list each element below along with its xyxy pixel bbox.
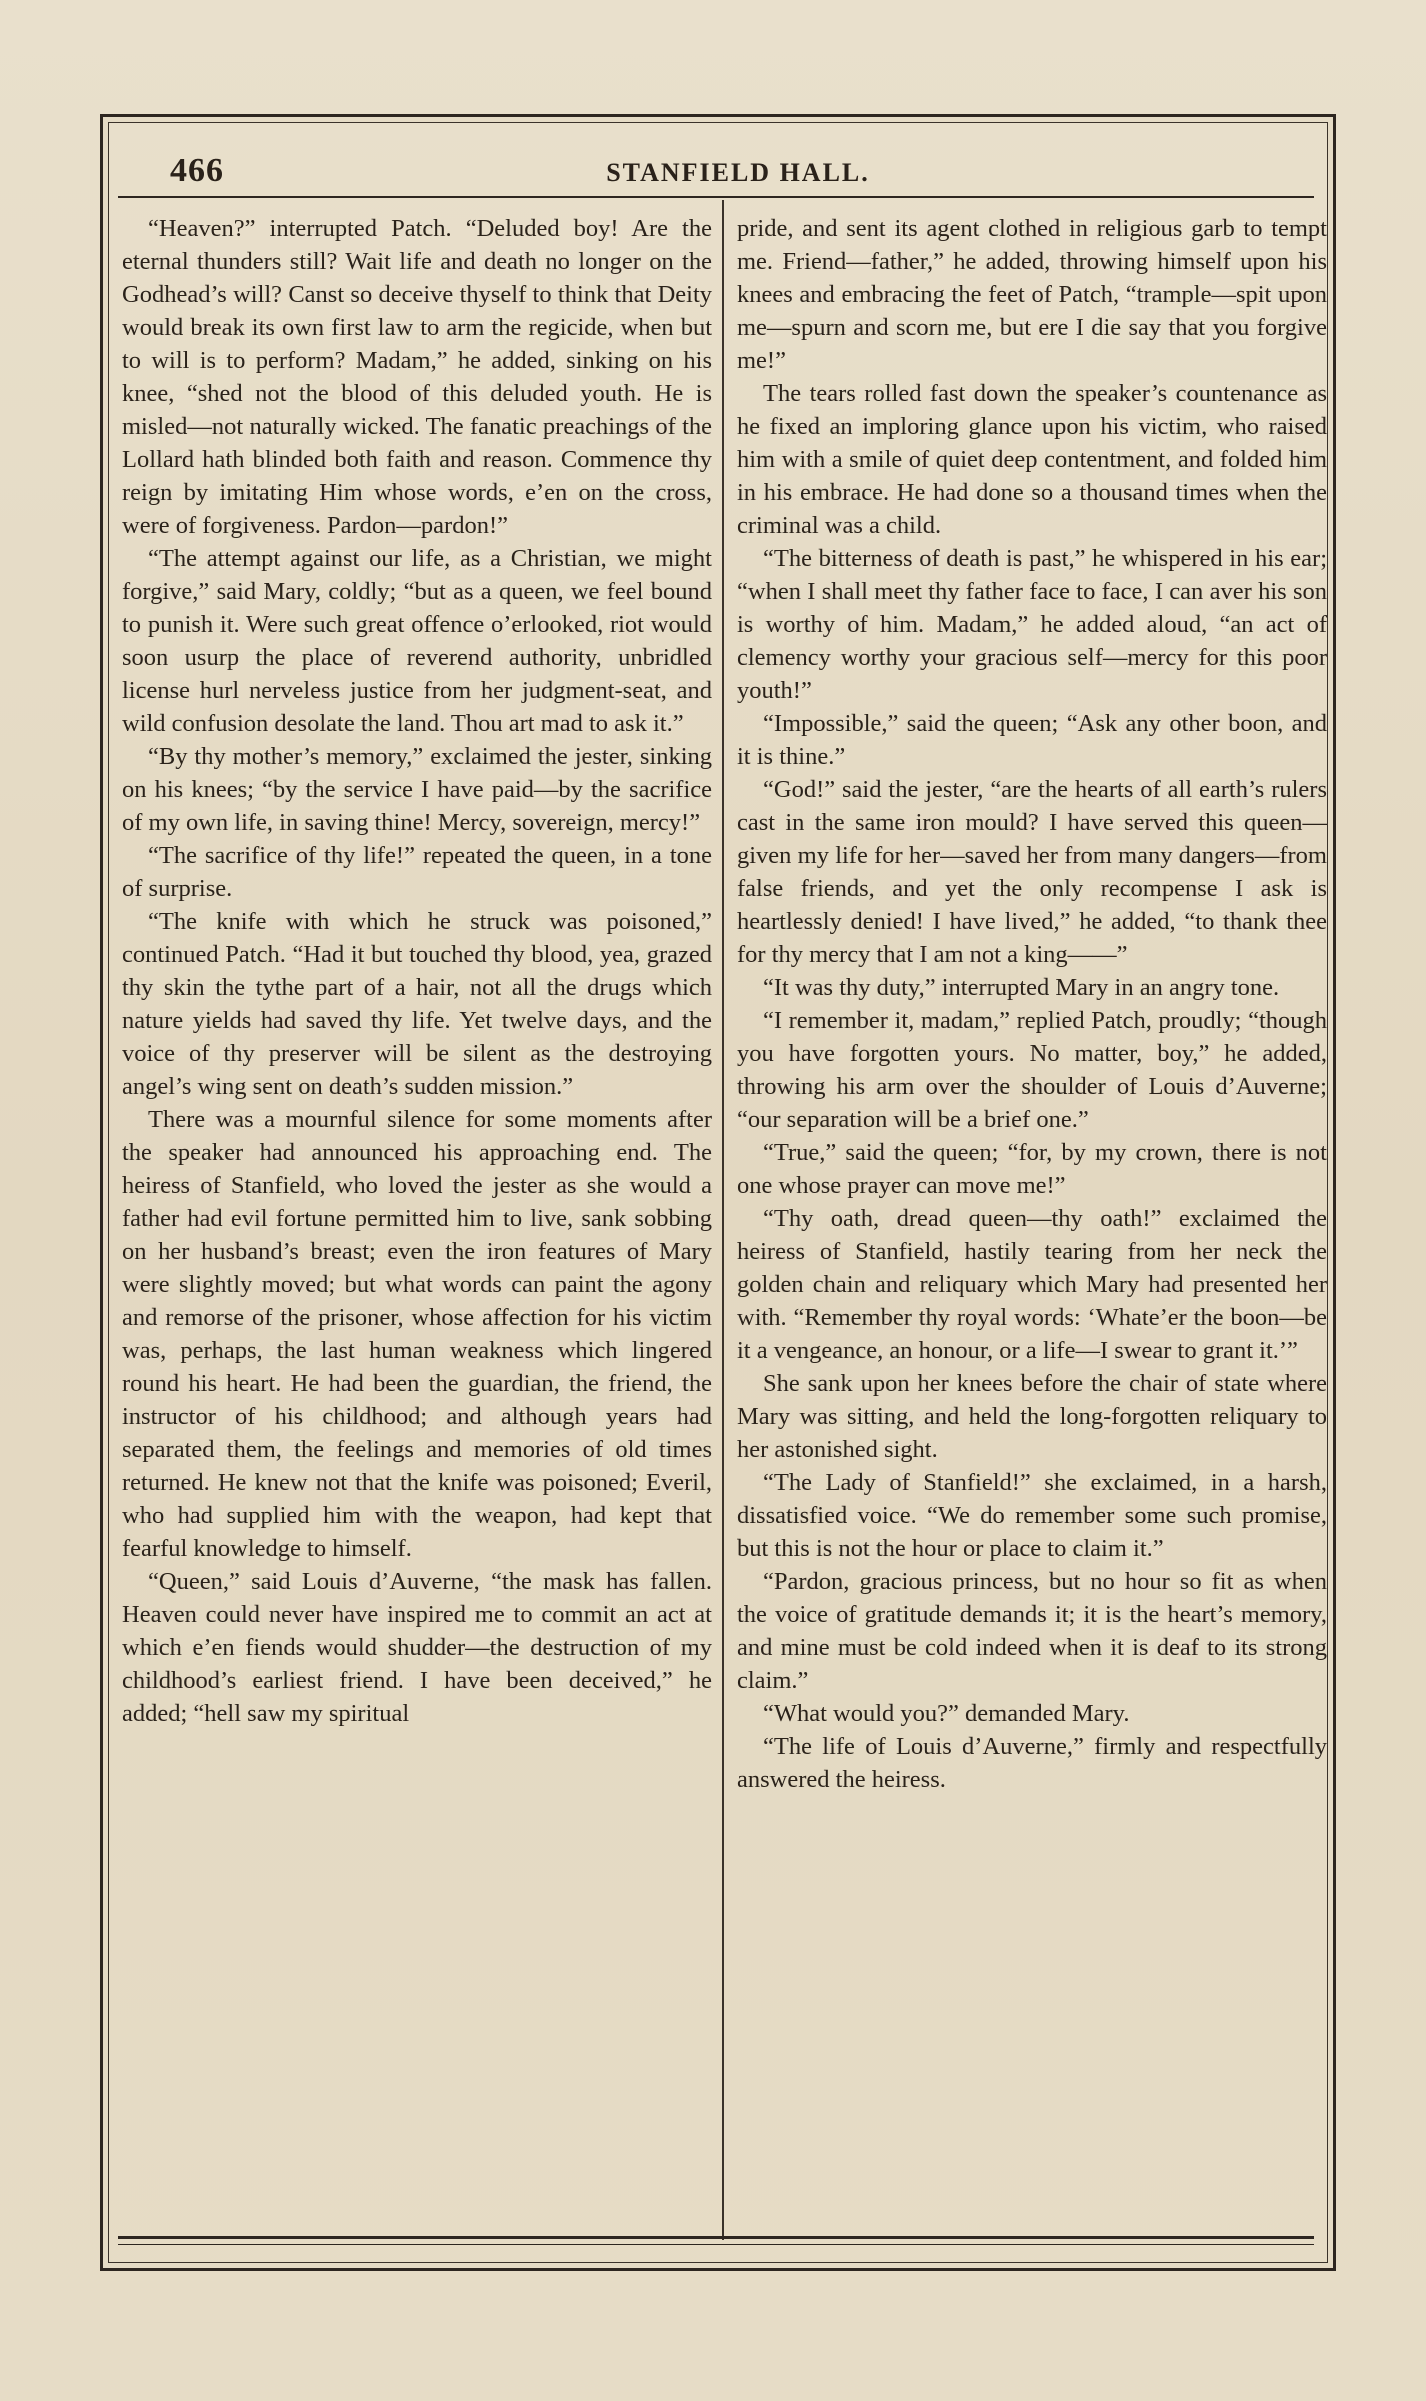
paragraph: “Queen,” said Louis d’Auverne, “the mask has fallen. Heaven could never have inspired me to commit an act at which e’en fiends would shudder—the destruction of my childhood’s earliest friend. I have been deceived,” he added; “hell saw my spiritual (122, 1568, 712, 1727)
paragraph: There was a mournful silence for some moments after the speaker had announced his approaching end. The heiress of Stanfield, who loved the jester as she would a father had evil fortune permitted him to live, sank sobbing on her husband’s breast; even the iron features of Mary were slightly moved; but what words can paint the agony and remorse of the prisoner, whose affection for his victim was, perhaps, the last human weakness which lingered round his heart. He had been the guardian, the friend, the instructor of his childhood; and although years had separated them, the feelings and memories of old times returned. He knew not that the knife was poisoned; Everil, who had supplied him with the weapon, had kept that fearful knowledge to himself. (122, 1106, 712, 1562)
paragraph: “True,” said the queen; “for, by my crown, there is not one whose prayer can move me!” (737, 1139, 1327, 1199)
paragraph: She sank upon her knees before the chair of state where Mary was sitting, and held the long-forgotten reliquary to her astonished sight. (737, 1370, 1327, 1463)
paragraph: “By thy mother’s memory,” exclaimed the jester, sinking on his knees; “by the service I have paid—by the sacrifice of my own life, in saving thine! Mercy, sovereign, mercy!” (122, 743, 712, 836)
bottom-rule (118, 2236, 1314, 2239)
paragraph: “Heaven?” interrupted Patch. “Deluded boy! Are the eternal thunders still? Wait life and death no longer on the Godhead’s will? Canst so deceive thyself to think that Deity would break its own first law to arm the regicide, when but to will is to perform? Madam,” he added, sinking on his knee, “shed not the blood of this deluded youth. He is misled—not naturally wicked. The fanatic preachings of the Lollard hath blinded both faith and reason. Commence thy reign by imitating Him whose words, e’en on the cross, were of forgiveness. Pardon—pardon!” (122, 215, 712, 539)
paragraph: “God!” said the jester, “are the hearts of all earth’s rulers cast in the same iron mould? I have served this queen—given my life for her—saved her from many dangers—from false friends, and yet the only recompense I ask is heartlessly denied! I have lived,” he added, “to thank thee for thy mercy that I am not a king——” (737, 776, 1327, 968)
paragraph: The tears rolled fast down the speaker’s countenance as he fixed an imploring glance upon his victim, who raised him with a smile of quiet deep contentment, and folded him in his embrace. He had done so a thousand times when the criminal was a child. (737, 380, 1327, 539)
bottom-rule-thin (118, 2244, 1314, 2245)
page-number: 466 (170, 152, 224, 189)
paragraph: “I remember it, madam,” replied Patch, proudly; “though you have forgotten yours. No matter, boy,” he added, throwing his arm over the shoulder of Louis d’Auverne; “our separation will be a brief one.” (737, 1007, 1327, 1133)
page-header (118, 150, 1314, 198)
paragraph: “The attempt against our life, as a Christian, we might forgive,” said Mary, coldly; “but as a queen, we feel bound to punish it. Were such great offence o’erlooked, riot would soon usurp the place of reverend authority, unbridled license hurl nerveless justice from her judgment-seat, and wild confusion desolate the land. Thou art mad to ask it.” (122, 545, 712, 737)
paragraph: “It was thy duty,” interrupted Mary in an angry tone. (763, 974, 1280, 1001)
column-divider (722, 200, 724, 2240)
paragraph: “What would you?” demanded Mary. (763, 1700, 1130, 1727)
right-column (737, 212, 1327, 2232)
paragraph: “The knife with which he struck was poisoned,” continued Patch. “Had it but touched thy blood, yea, grazed thy skin the tythe part of a hair, not all the drugs which nature yields had saved thy life. Yet twelve days, and the voice of thy preserver will be silent as the destroying angel’s wing sent on death’s sudden mission.” (122, 908, 712, 1100)
paragraph: pride, and sent its agent clothed in religious garb to tempt me. Friend—father,” he added, throwing himself upon his knees and embracing the feet of Patch, “trample—spit upon me—spurn and scorn me, but ere I die say that you forgive me!” (737, 215, 1327, 374)
left-column (122, 212, 712, 2232)
paragraph: “The Lady of Stanfield!” she exclaimed, in a harsh, dissatisfied voice. “We do remember some such promise, but this is not the hour or place to claim it.” (737, 1469, 1327, 1562)
paragraph: “Impossible,” said the queen; “Ask any other boon, and it is thine.” (737, 710, 1327, 770)
paragraph: “Pardon, gracious princess, but no hour so fit as when the voice of gratitude demands it; it is the heart’s memory, and mine must be cold indeed when it is deaf to its strong claim.” (737, 1568, 1327, 1694)
running-title: STANFIELD HALL. (606, 158, 870, 187)
paragraph: “The bitterness of death is past,” he whispered in his ear; “when I shall meet thy father face to face, I can aver his son is worthy of him. Madam,” he added aloud, “an act of clemency worthy your gracious self—mercy for this poor youth!” (737, 545, 1327, 704)
paragraph: “Thy oath, dread queen—thy oath!” exclaimed the heiress of Stanfield, hastily tearing from her neck the golden chain and reliquary which Mary had presented her with. “Remember thy royal words: ‘Whate’er the boon—be it a vengeance, an honour, or a life—I swear to grant it.’” (737, 1205, 1327, 1364)
paragraph: “The sacrifice of thy life!” repeated the queen, in a tone of surprise. (122, 842, 712, 902)
paragraph: “The life of Louis d’Auverne,” firmly and respectfully answered the heiress. (737, 1733, 1327, 1793)
